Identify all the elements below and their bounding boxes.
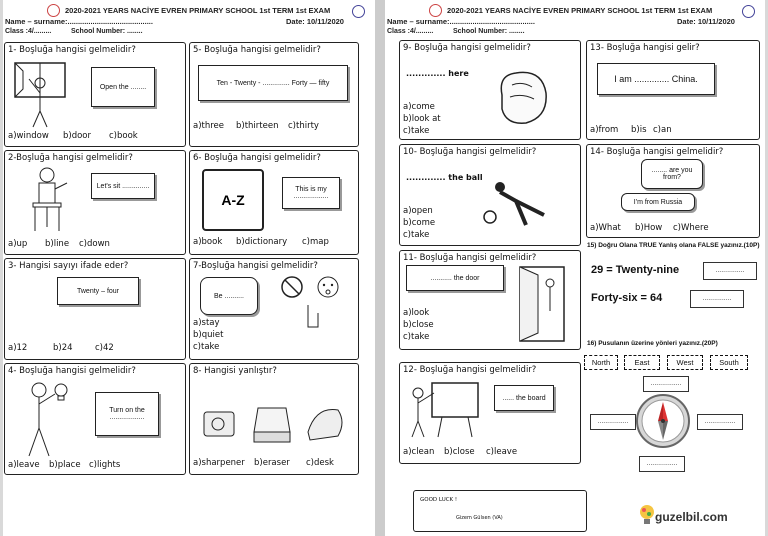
option-a[interactable]: a)open [403,206,433,216]
class-label: Class :4/......... [387,28,434,35]
teacher-name: Gizem Gülsen (VA) [456,515,503,521]
option-b[interactable]: b)place [49,460,81,470]
question-title: 14- Boşluğa hangisi gelmelidir? [590,147,724,157]
option-b[interactable]: b)thirteen [236,121,279,131]
question-title: 9- Boşluğa hangisi gelmelidir? [403,43,531,53]
question-title: 8- Hangisi yanlıştır? [193,366,277,376]
sentence-card: Open the ........ [91,67,155,107]
option-b[interactable]: b)How [635,223,663,233]
question-13 [586,40,760,140]
name-label: Name – surname:......................................... [387,17,535,26]
ball-kicking-person-icon [482,181,556,227]
question-4 [4,363,186,475]
option-a[interactable]: a)from [590,125,619,135]
school-logo-icon [47,4,60,17]
equation-2: Forty-six = 64 [591,292,663,304]
question-title: 12- Boşluğa hangisi gelmelidir? [403,365,537,375]
exam-page-left [3,0,375,536]
compass-answer-bottom[interactable]: ................ [639,456,685,472]
dictionary-book-icon: A-Z [202,169,264,231]
equation-1: 29 = Twenty-nine [591,264,680,276]
option-a[interactable]: a)sharpener [193,458,245,468]
school-supplies-icon [198,402,348,448]
question-10 [399,144,581,246]
option-a[interactable]: a)up [8,239,28,249]
option-a[interactable]: a)12 [8,343,28,353]
question-title: 11- Boşluğa hangisi gelmelidir? [403,253,537,263]
question-title: 5- Boşluğa hangisi gelmelidir? [193,45,321,55]
sentence-card: Ten - Twenty - .............. Forty — fifty [198,65,348,101]
answer-box-1[interactable]: ............... [703,262,757,280]
option-a[interactable]: a)look [403,308,430,318]
window-illustration-icon [11,59,69,129]
section-16-title: 16) Pusulanın üzerine yönleri yazınız.(20P) [587,340,718,347]
exam-date: Date: 10/11/2020 [286,17,344,26]
option-a[interactable]: a)three [193,121,225,131]
option-b[interactable]: b)quiet [193,330,224,340]
option-c[interactable]: c)an [653,125,672,135]
badge-icon [352,5,365,18]
speech-bubble: I'm from Russia [621,193,695,211]
door-icon [516,263,572,345]
option-a[interactable]: a)What [590,223,621,233]
question-title: 4- Boşluğa hangisi gelmelidir? [8,366,136,376]
speech-bubble: Be .......... [200,277,258,315]
footer-note [413,490,587,532]
question-6 [189,150,359,255]
question-14 [586,144,760,238]
question-title: 3- Hangisi sayıyı ifade eder? [8,261,129,271]
question-12 [399,362,581,464]
quiet-sign-icon [278,275,348,335]
sentence-text: ............. the ball [406,173,483,182]
option-a[interactable]: a)window [8,131,49,141]
option-c[interactable]: c)down [79,239,110,249]
question-9 [399,40,581,140]
question-title: 2-Boşluğa hangisi gelmelidir? [8,153,133,163]
question-7 [189,258,359,360]
question-11 [399,250,581,350]
direction-north: North [584,355,618,370]
site-watermark: guzelbil.com [655,510,728,524]
option-c[interactable]: c)leave [486,447,518,457]
option-b[interactable]: b)24 [53,343,73,353]
sitting-person-icon [27,165,77,235]
option-c[interactable]: c)take [403,332,430,342]
option-a[interactable]: a)come [403,102,435,112]
option-b[interactable]: b)eraser [254,458,290,468]
sentence-card: ...... the board [494,385,554,411]
question-5 [189,42,359,147]
exam-date: Date: 10/11/2020 [677,17,735,26]
option-a[interactable]: a)clean [403,447,435,457]
question-8 [189,363,359,475]
direction-south: South [710,355,748,370]
page-gap [375,0,385,536]
compass-answer-right[interactable]: ................ [697,414,743,430]
question-title: 6- Boşluğa hangisi gelmelidir? [193,153,321,163]
board-cleaning-icon [406,379,482,441]
option-c[interactable]: c)thirty [288,121,319,131]
school-number-label: School Number: ........ [453,28,525,35]
question-title: 13- Boşluğa hangisi gelir? [590,43,700,53]
option-b[interactable]: b)line [45,239,70,249]
lightbulb-logo-icon [639,504,655,528]
option-c[interactable]: c)take [403,230,430,240]
compass-answer-left[interactable]: ................ [590,414,636,430]
option-a[interactable]: a)book [193,237,223,247]
badge-icon [742,5,755,18]
school-number-label: School Number: ........ [71,28,143,35]
option-b[interactable]: b)door [63,131,92,141]
option-b[interactable]: b)look at [403,114,441,124]
section-15-title: 15) Doğru Olana TRUE Yanlış olana FALSE yazınız.(10P) [587,242,760,249]
option-c[interactable]: c)book [109,131,138,141]
option-c[interactable]: c)take [403,126,430,136]
sentence-card: ........... the door [406,265,504,291]
page-header [3,0,375,38]
option-b[interactable]: b)close [444,447,475,457]
question-title: 7-Boşluğa hangisi gelmelidir? [193,261,318,271]
option-b[interactable]: b)dictionary [236,237,288,247]
question-3 [4,258,186,360]
speech-bubble: ........ are you from? [641,159,703,189]
sentence-card: I am .............. China. [597,63,715,95]
school-logo-icon [429,4,442,17]
option-b[interactable]: b)close [403,320,434,330]
option-b[interactable]: b)come [403,218,436,228]
question-title: 1- Boşluğa hangisi gelmelidir? [8,45,136,55]
option-c[interactable]: c)Where [673,223,709,233]
question-title: 10- Boşluğa hangisi gelmelidir? [403,147,537,157]
option-c[interactable]: c)take [193,342,220,352]
answer-box-2[interactable]: ............... [690,290,744,308]
beckoning-hand-icon [492,65,552,129]
sentence-card: Let's sit .............. [91,173,155,199]
direction-east: East [624,355,660,370]
direction-west: West [667,355,703,370]
class-label: Class :4/......... [5,28,52,35]
exam-title: 2020-2021 YEARS NACİYE EVREN PRIMARY SCHOOL 1st TERM 1st EXAM [447,6,713,15]
good-luck-text: GOOD LUCK ! [420,497,458,503]
option-c[interactable]: c)42 [95,343,114,353]
question-2 [4,150,186,255]
option-a[interactable]: a)leave [8,460,40,470]
name-label: Name – surname:......................................... [5,17,153,26]
option-a[interactable]: a)stay [193,318,220,328]
question-1 [4,42,186,147]
compass-icon [635,390,691,452]
option-c[interactable]: c)desk [306,458,334,468]
option-b[interactable]: b)is [631,125,647,135]
sentence-text: ............. here [406,69,469,78]
light-bulb-person-icon [19,380,77,458]
option-c[interactable]: c)lights [89,460,121,470]
sentence-card: Turn on the .................. [95,392,159,436]
exam-page-right [385,0,765,536]
compass-answer-top[interactable]: ................ [643,376,689,392]
sentence-card: Twenty – four [57,277,139,305]
sentence-card: This is my .................. [282,177,340,209]
page-header [385,0,765,38]
option-c[interactable]: c)map [302,237,329,247]
exam-title: 2020-2021 YEARS NACİYE EVREN PRIMARY SCHOOL 1st TERM 1st EXAM [65,6,331,15]
